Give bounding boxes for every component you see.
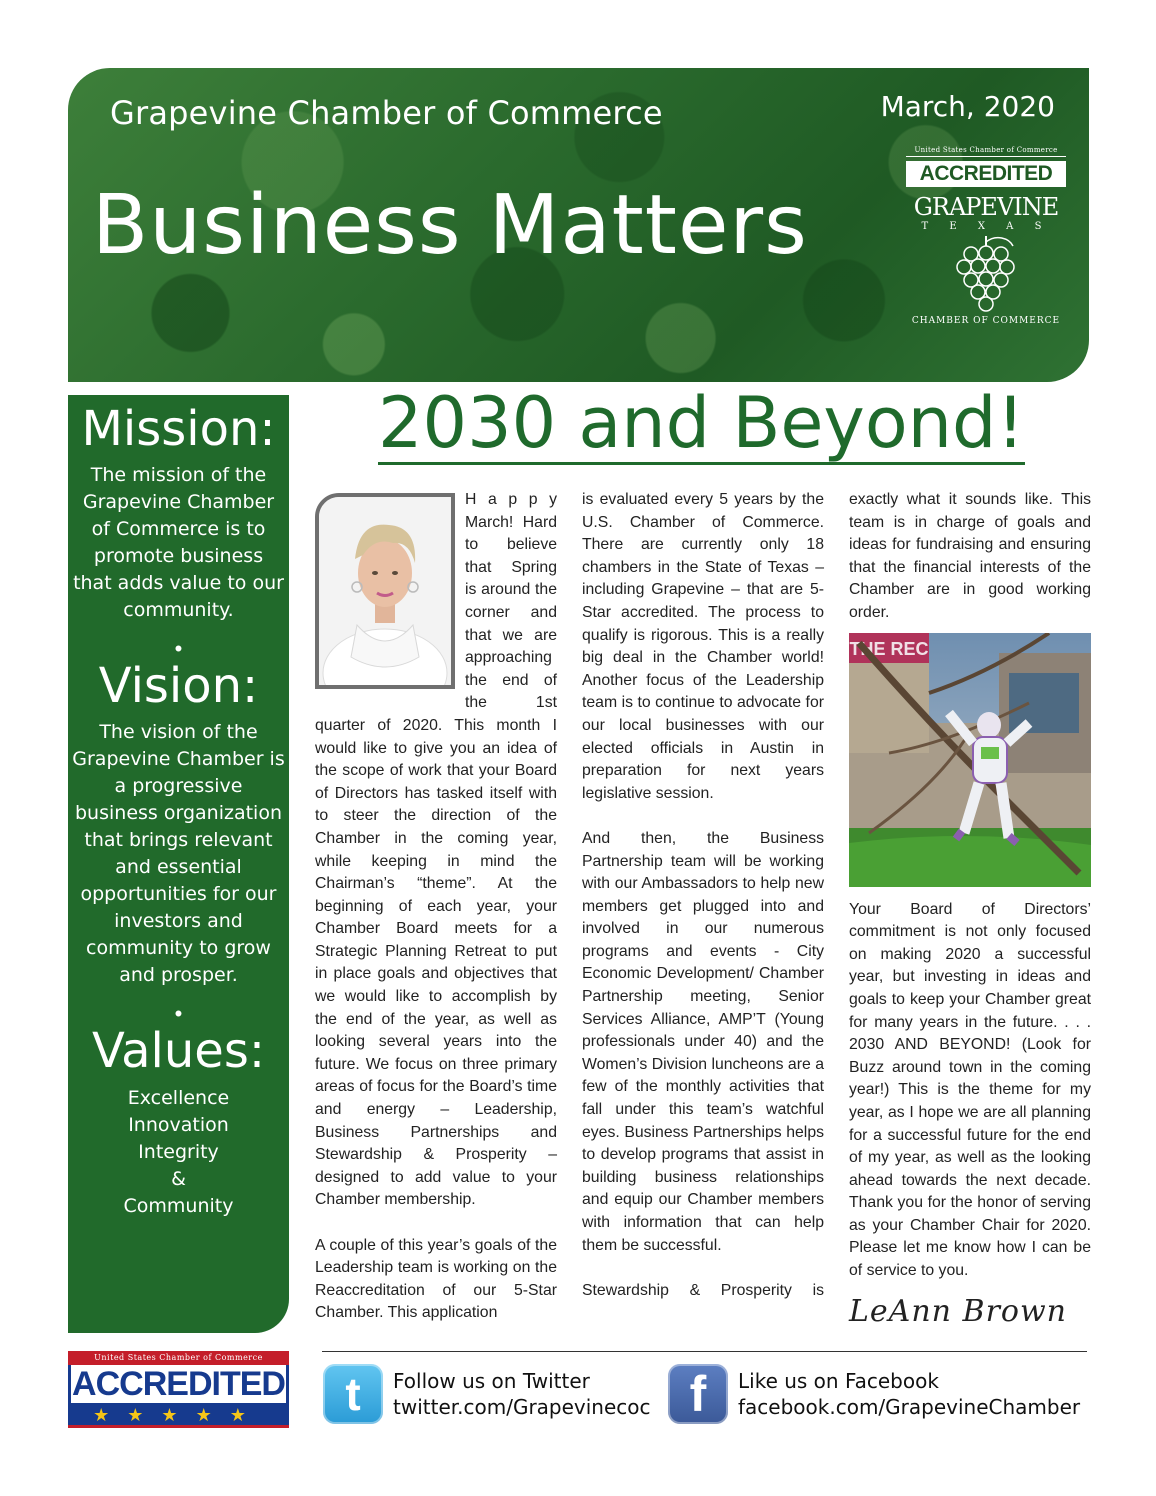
value-item: &: [171, 1168, 186, 1191]
twitter-url[interactable]: twitter.com/Grapevinecoc: [393, 1395, 651, 1419]
value-item: Community: [123, 1195, 234, 1218]
author-portrait: [315, 493, 455, 689]
article-column-1: [315, 489, 557, 1348]
article-paragraph: Stewardship & Prosperity is: [582, 1281, 824, 1299]
accreditation-seal: [906, 146, 1066, 376]
twitter-text[interactable]: [393, 1368, 651, 1420]
sidebar-mission-vision-values: [68, 395, 289, 1333]
seal-accredited: ACCREDITED: [906, 161, 1066, 187]
twitter-label: Follow us on Twitter: [393, 1369, 590, 1393]
article-paragraph: Your Board of Directors’ commitment is not only focused on making 2020 a successful year, but investing in ideas and goals to keep your Chamber great for many years in the future. . . . 2030 AND BEYOND! (Look for Buzz around town in the coming year!) This is the theme for my year, as I hope we are all planning for a successful future for the end of my year, as well as the looking ahead towards the next decade. Thank you for the honor of serving as your Chamber Chair for 2020. Please let me know how I can be of service to you.: [849, 900, 1091, 1280]
newsletter-title: Business Matters: [92, 178, 808, 273]
grape-cluster-icon: [951, 234, 1021, 314]
article-column-2: [582, 489, 824, 1325]
org-name: Grapevine Chamber of Commerce: [110, 94, 663, 132]
mission-heading: Mission:: [81, 401, 276, 457]
accredited-badge: [68, 1351, 289, 1428]
seal-state: T E X A S: [921, 221, 1051, 232]
article-column-3: [849, 489, 1091, 1305]
facebook-url[interactable]: facebook.com/GrapevineChamber: [738, 1395, 1081, 1419]
article-paragraph: is evaluated every 5 years by the U.S. Chamber of Commerce. There are currently only 18 chambers in the State of Texas – including Grapevine – that are 5-Star accredited. The process to qualify is rigorous. This is a really big deal in the Chamber world! Another focus of the Leadership team is to continue to advocate for our local businesses with our elected officials in Austin in preparation for next years legislative session.: [582, 491, 824, 802]
value-item: Integrity: [138, 1141, 219, 1164]
article-paragraph: exactly what it sounds like. This team is in charge of goals and ideas for fundraising and ensuring that the financial interests of the Chamber are in good working order.: [849, 491, 1091, 621]
values-heading: Values:: [92, 1022, 265, 1079]
photo-image: [849, 633, 1091, 887]
article-paragraph: And then, the Business Partnership team will be working with our Ambassadors to help new members get plugged into and involved in our numerous programs and events - City Economic Development/ Chamber Partnership meeting, Senior Services Alliance, AMP’T (Young professionals under 40) and the Women’s Division luncheons are a few of the monthly activities that fall under this team’s watchful eyes. Business Partnerships helps to develop programs that assist in building business relationships and equip our Chamber members with information that can help them be successful.: [582, 829, 824, 1254]
facebook-label: Like us on Facebook: [738, 1369, 939, 1393]
seal-bottom-text: CHAMBER OF COMMERCE: [911, 316, 1061, 326]
vision-heading: Vision:: [98, 657, 259, 714]
footer-divider: [322, 1351, 1087, 1352]
article-paragraph: H a p p y March! Hard to believe that Spring is around the corner and that we are approaching the end of the 1st quarter of 2020. This month I would like to give you an idea of the scope of work that your Board of Directors has tasked itself with to steer the direction of the Chamber in the coming year, while keeping in mind the Chairman’s “theme”. At the beginning of each year, your Chamber Board meets for a Strategic Planning Retreat to put in place goals and objectives that we would like to accomplish by the end of the year, as well as looking several years into the future. We focus on three primary areas of focus for the Board’s time and energy – Leadership, Business Partnerships and Stewardship & Prosperity – designed to add value to your Chamber membership.: [315, 491, 557, 1209]
facebook-text[interactable]: [738, 1368, 1080, 1420]
badge-accredited-text: ACCREDITED: [68, 1365, 289, 1403]
portrait-image: [319, 497, 451, 685]
badge-stars-icon: ★★★★★: [68, 1403, 289, 1428]
photo-sign-text: THE REC: [849, 638, 929, 659]
article-headline: 2030 and Beyond!: [378, 382, 1025, 464]
article-paragraph: A couple of this year’s goals of the Leadership team is working on the Reaccreditation of our 5-Star Chamber. This application: [315, 1236, 557, 1322]
divider-bullet: •: [174, 1000, 183, 1026]
facebook-icon[interactable]: f: [668, 1364, 728, 1424]
badge-top-text: United States Chamber of Commerce: [68, 1351, 289, 1365]
author-signature: LeAnn Brown: [849, 1294, 1067, 1329]
value-item: Excellence: [127, 1087, 230, 1110]
values-list: [68, 1085, 289, 1220]
divider-bullet: •: [174, 635, 183, 661]
twitter-icon[interactable]: t: [323, 1364, 383, 1424]
seal-top-text: United States Chamber of Commerce: [906, 146, 1066, 157]
issue-date: March, 2020: [880, 90, 1055, 123]
twitter-link[interactable]: [323, 1364, 651, 1424]
value-item: Innovation: [128, 1114, 229, 1137]
facebook-link[interactable]: [668, 1364, 1080, 1424]
header-banner: [68, 68, 1089, 382]
buzz-lightyear-photo: [849, 633, 1091, 887]
seal-city: GRAPEVINE: [913, 193, 1059, 221]
mission-text: The mission of the Grapevine Chamber of Commerce is to promote business that adds value to our community.: [73, 463, 284, 621]
vision-text: The vision of the Grapevine Chamber is a progressive business organization that brings relevant and essential opportunities for our investors and community to grow and prosper.: [72, 720, 285, 986]
